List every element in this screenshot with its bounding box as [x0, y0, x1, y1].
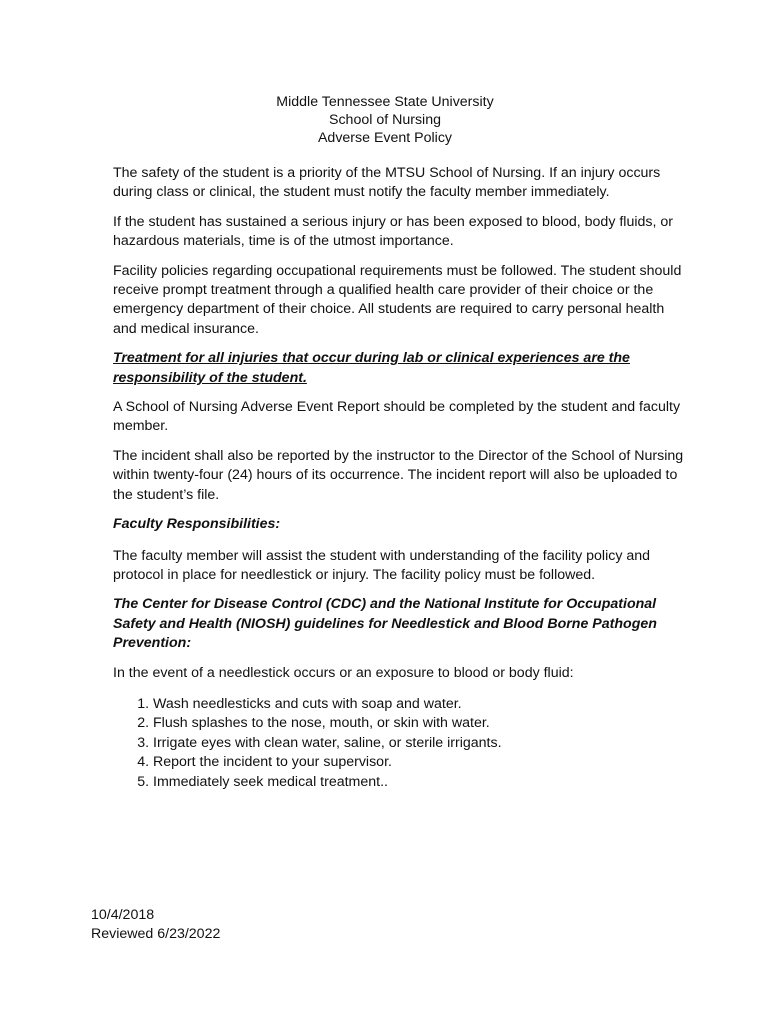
faculty-responsibilities-heading: Faculty Responsibilities:	[113, 516, 281, 533]
list-item: 4. Report the incident to your supervisor.	[153, 753, 688, 772]
document-footer	[91, 906, 220, 944]
list-item: 1. Wash needlesticks and cuts with soap and water.	[153, 695, 688, 714]
paragraph-facility-policies: Facility policies regarding occupational requirements must be followed. The student should receive prompt treatment through a qualified health care provider of their choice or the emergency department of their choice. All students are required to carry personal health and medical insurance.	[113, 262, 682, 337]
paragraph-adverse-event-report: A School of Nursing Adverse Event Report should be completed by the student and faculty member.	[113, 399, 681, 435]
paragraph-faculty-assist: The faculty member will assist the student with understanding of the facility policy and protocol in place for needlestick or injury. The facility policy must be followed.	[113, 547, 651, 583]
university-name: Middle Tennessee State University	[276, 94, 494, 110]
paragraph-treatment-responsibility: Treatment for all injuries that occur during lab or clinical experiences are the responsibility of the student.	[113, 350, 630, 386]
paragraph-needlestick-event: In the event of a needlestick occurs or an exposure to blood or body fluid:	[113, 664, 574, 681]
document-body	[113, 164, 688, 792]
list-item: 2. Flush splashes to the nose, mouth, or skin with water.	[153, 714, 688, 733]
policy-date: 10/4/2018	[91, 907, 155, 923]
paragraph-safety-priority: The safety of the student is a priority of the MTSU School of Nursing. If an injury occurs during class or clinical, the student must notify the faculty member immediately.	[113, 165, 661, 201]
paragraph-incident-reporting: The incident shall also be reported by the instructor to the Director of the School of Nursing within twenty-four (24) hours of its occurrence. The incident report will also be uploaded to the student’s file.	[113, 447, 684, 503]
document-header	[0, 93, 770, 147]
treatment-steps-list	[113, 695, 688, 792]
school-name: School of Nursing	[329, 112, 441, 128]
list-item: 3. Irrigate eyes with clean water, saline, or sterile irrigants.	[153, 734, 688, 753]
list-item: 5. Immediately seek medical treatment..	[153, 773, 688, 792]
cdc-niosh-heading: The Center for Disease Control (CDC) and the National Institute for Occupational Safety and Health (NIOSH) guidelines for Needlestick and Blood Borne Pathogen Prevention:	[113, 596, 657, 652]
policy-title: Adverse Event Policy	[317, 130, 453, 146]
paragraph-serious-injury: If the student has sustained a serious injury or has been exposed to blood, body fluids, or hazardous materials, time is of the utmost importance.	[113, 213, 673, 250]
review-date: Reviewed 6/23/2022	[91, 926, 221, 942]
